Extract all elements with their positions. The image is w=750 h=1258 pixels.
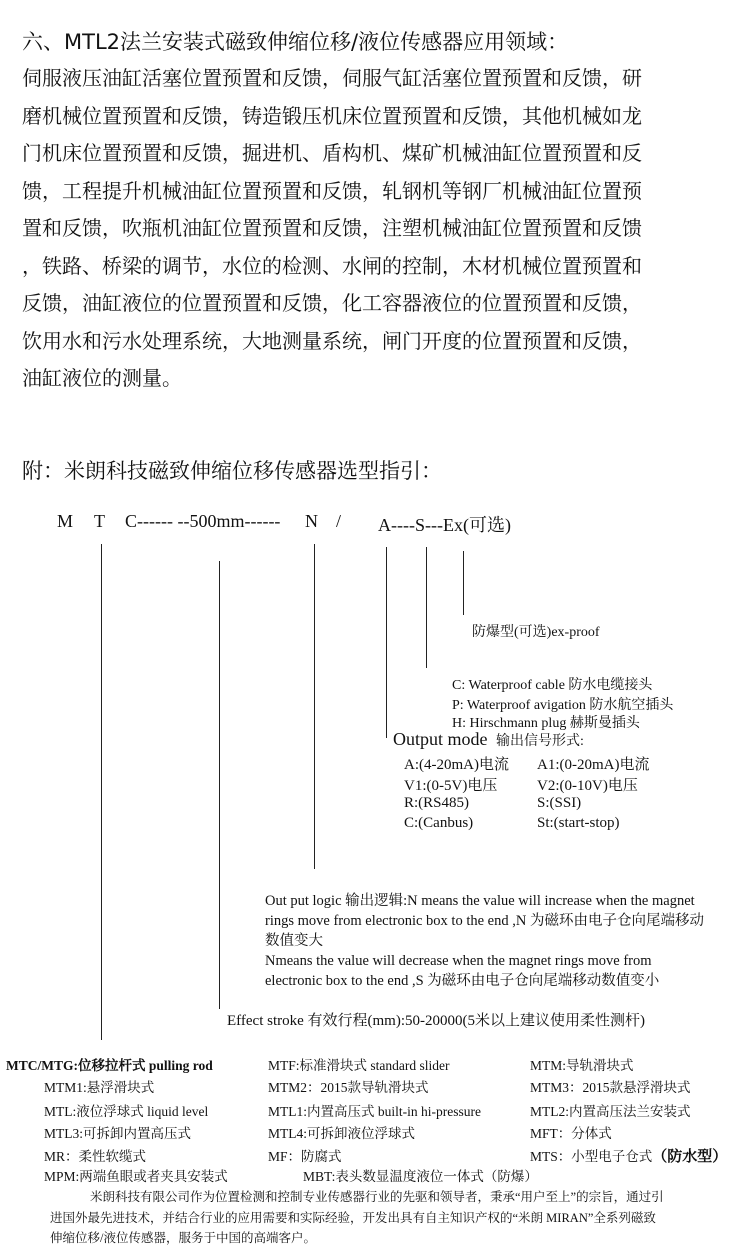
logic-line: 数值变大 (265, 933, 323, 949)
type-mtm2: MTM2：2015款导轨滑块式 (268, 1080, 429, 1095)
output-a1: A1:(0-20mA)电流 (537, 757, 650, 773)
output-r: R:(RS485) (404, 795, 470, 811)
output-logic-text (265, 891, 725, 991)
paragraph-line: 伺服液压油缸活塞位置预置和反馈，伺服气缸活塞位置预置和反馈，研 (22, 66, 642, 90)
type-mts (530, 1145, 727, 1166)
code-output: A----S---Ex(可选) (378, 515, 511, 535)
paragraph-line: 饮用水和污水处理系统，大地测量系统，闸门开度的位置预置和反馈， (22, 328, 642, 353)
section-title: 六、MTL2法兰安装式磁致伸缩位移/液位传感器应用领域： (22, 30, 569, 54)
label-ex-proof: 防爆型(可选)ex-proof (472, 625, 600, 640)
output-mode-cn: 输出信号形式: (496, 734, 584, 749)
leader-line-output (386, 547, 387, 738)
output-v2: V2:(0-10V)电压 (537, 778, 638, 794)
type-mtl: MTL:液位浮球式 liquid level (44, 1104, 209, 1119)
type-mtl4: MTL4:可拆卸液位浮球式 (268, 1126, 415, 1141)
type-mtl1: MTL1:内置高压式 built-in hi-pressure (268, 1104, 481, 1119)
type-mtf: MTF:标准滑块式 standard slider (268, 1058, 450, 1073)
type-mtc-text: MTC/MTG:位移拉杆式 pulling rod (6, 1058, 213, 1073)
type-mr: MR：柔性软缆式 (44, 1149, 147, 1164)
output-st: St:(start-stop) (537, 815, 620, 831)
logic-line: electronic box to the end ,S 为磁环由电子仓向尾端移动数值变小 (265, 973, 660, 989)
paragraph-line: 磨机械位置预置和反馈，铸造锻压机床位置预置和反馈，其他机械如龙 (22, 103, 642, 128)
paragraph-line: 油缸液位的测量。 (22, 366, 182, 390)
footer-line: 伸缩位移/液位传感器，服务于中国的高端客户。 (50, 1231, 316, 1245)
leader-line-cable (426, 547, 427, 668)
logic-line: rings move from electronic box to the end ,N 为磁环由电子仓向尾端移动 (265, 913, 704, 929)
label-cable-p: P: Waterproof avigation 防水航空插头 (452, 698, 674, 713)
type-mtl2: MTL2:内置高压法兰安装式 (530, 1104, 691, 1119)
code-c-stroke: C------ --500mm------ (125, 511, 281, 531)
leader-line-ex (463, 551, 464, 615)
effect-stroke-label: Effect stroke 有效行程(mm):50-20000(5米以上建议使用柔性测杆) (227, 1013, 646, 1029)
logic-line: Nmeans the value will decrease when the magnet rings move from (265, 953, 652, 969)
code-slash: / (336, 511, 342, 531)
type-mtm3: MTM3：2015款悬浮滑块式 (530, 1080, 691, 1095)
label-cable-c: C: Waterproof cable 防水电缆接头 (452, 678, 653, 693)
footer-line: 进国外最先进技术，并结合行业的应用需要和实际经验，开发出具有自主知识产权的“米朗 MIRAN”全系列磁致 (50, 1210, 656, 1225)
paragraph-line: 门机床位置预置和反馈，掘进机、盾构机、煤矿机械油缸位置预置和反 (22, 141, 642, 165)
waterproof-tag: （防水型） (652, 1149, 728, 1165)
appendix-title: 附：米朗科技磁致伸缩位移传感器选型指引： (22, 459, 442, 483)
leader-line-n (314, 544, 315, 869)
type-mf: MF：防腐式 (268, 1149, 342, 1164)
paragraph-line: 置和反馈，吹瓶机油缸位置预置和反馈，注塑机械油缸位置预置和反馈 (22, 216, 642, 240)
type-mbt: MBT:表头数显温度液位一体式（防爆） (303, 1169, 538, 1184)
type-mtm: MTM:导轨滑块式 (530, 1058, 634, 1073)
logic-line: Out put logic 输出逻辑:N means the value will increase when the magnet (265, 893, 695, 909)
code-m: M (57, 511, 74, 531)
code-n: N (305, 511, 318, 531)
output-a: A:(4-20mA)电流 (404, 757, 509, 773)
output-s: S:(SSI) (537, 795, 582, 811)
leader-line-stroke (219, 561, 220, 1009)
output-v1: V1:(0-5V)电压 (404, 778, 498, 794)
footer-line: 米朗科技有限公司作为位置检测和控制专业传感器行业的先驱和领导者，秉承“用户至上”的宗旨，通过引 (90, 1190, 664, 1204)
type-mtl3: MTL3:可拆卸内置高压式 (44, 1126, 191, 1141)
type-mtm1: MTM1:悬浮滑块式 (44, 1080, 155, 1095)
type-mft: MFT：分体式 (530, 1126, 612, 1141)
company-footer (50, 1187, 720, 1249)
paragraph-line: 馈，工程提升机械油缸位置预置和反馈，轧钢机等钢厂机械油缸位置预 (22, 178, 642, 203)
type-mpm: MPM:两端鱼眼或者夹具安装式 (44, 1169, 228, 1184)
output-c: C:(Canbus) (404, 815, 474, 831)
type-mtc (6, 1054, 213, 1074)
output-mode-en: Output mode (393, 729, 488, 749)
application-paragraph (22, 60, 737, 398)
leader-line-mt (101, 544, 102, 1040)
paragraph-line: 反馈，油缸液位的位置预置和反馈，化工容器液位的位置预置和反馈， (22, 291, 642, 315)
output-mode-title (393, 729, 584, 750)
code-t: T (94, 511, 105, 531)
paragraph-line: ，铁路、桥梁的调节，水位的检测、水闸的控制，木材机械位置预置和 (22, 253, 642, 278)
label-cable-h: H: Hirschmann plug 赫斯曼插头 (452, 716, 640, 731)
type-mts-text: MTS：小型电子仓式 (530, 1149, 653, 1164)
